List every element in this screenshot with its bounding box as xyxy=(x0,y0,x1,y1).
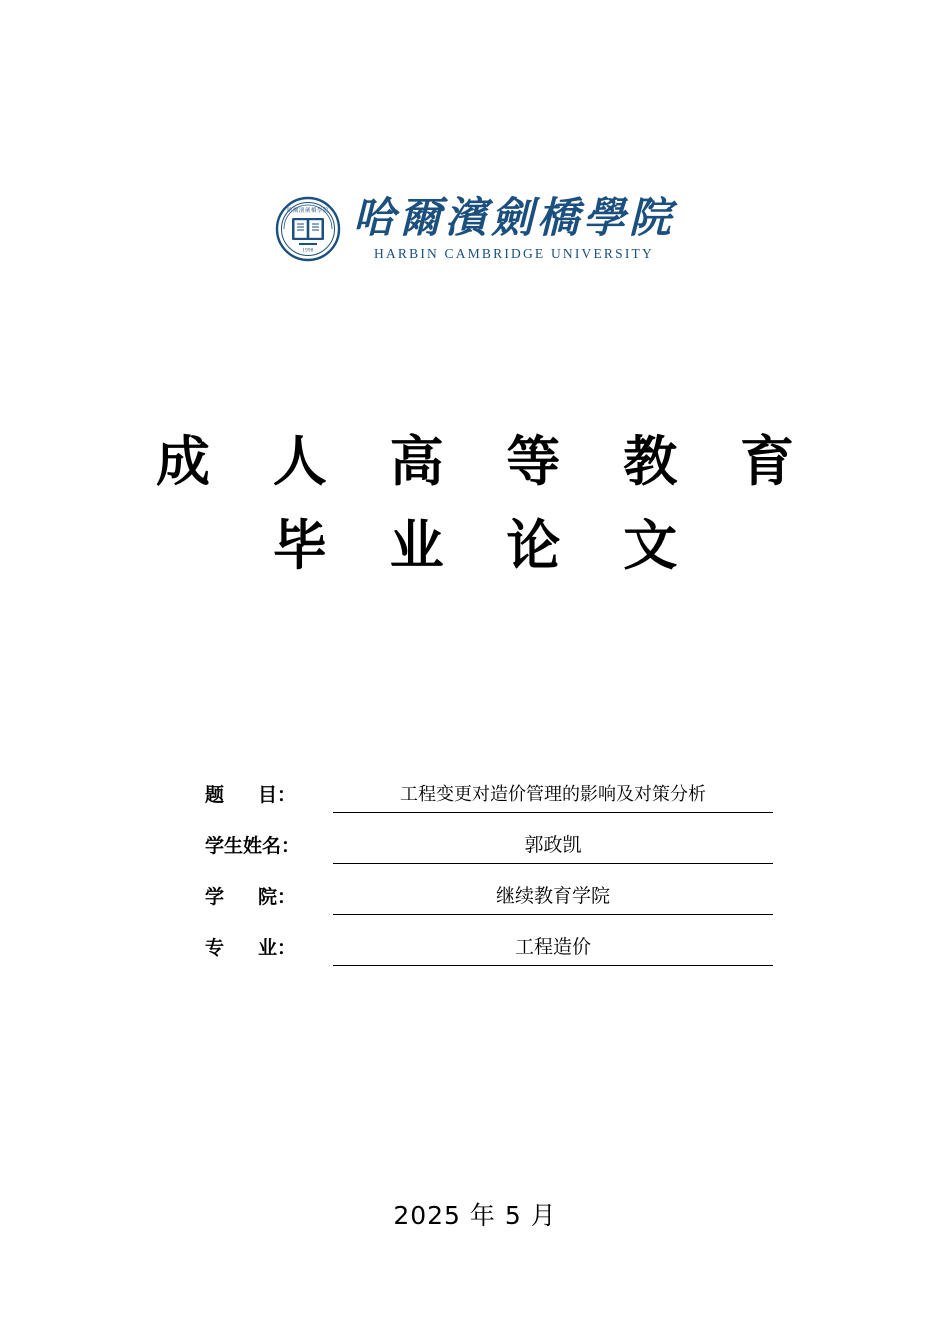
logo-name-en: HARBIN CAMBRIDGE UNIVERSITY xyxy=(374,245,654,261)
university-logo xyxy=(0,196,950,262)
cover-field-list xyxy=(0,762,950,966)
field-row-student-name xyxy=(0,813,950,864)
field-label-college: 学 院： xyxy=(205,886,297,908)
field-row-college xyxy=(0,864,950,915)
page-title-line-2: 毕 业 论 文 xyxy=(272,513,700,577)
field-value-topic: 工程变更对造价管理的影响及对策分析 xyxy=(333,780,773,813)
logo-inner xyxy=(275,196,675,262)
field-label-student-name: 学生姓名： xyxy=(205,835,301,857)
cover-date: 2025 年 5 月 xyxy=(393,1201,557,1230)
university-crest-icon xyxy=(275,196,341,262)
page-title-line-1: 成 人 高 等 教 育 xyxy=(156,430,816,493)
field-value-student-name: 郭政凯 xyxy=(333,830,773,864)
field-value-major: 工程造价 xyxy=(333,932,773,966)
logo-wordmark xyxy=(352,195,675,261)
field-value-college: 继续教育学院 xyxy=(333,881,773,915)
page-title xyxy=(0,420,950,587)
svg-text:1998: 1998 xyxy=(302,248,314,254)
svg-text:哈爾濱劍橋學院: 哈爾濱劍橋學院 xyxy=(287,208,329,214)
field-label-topic: 题 目： xyxy=(205,784,297,806)
field-row-major xyxy=(0,915,950,966)
field-row-topic xyxy=(0,762,950,813)
logo-name-cn: 哈爾濱劍橋學院 xyxy=(352,195,675,242)
field-label-major: 专 业： xyxy=(205,937,297,959)
